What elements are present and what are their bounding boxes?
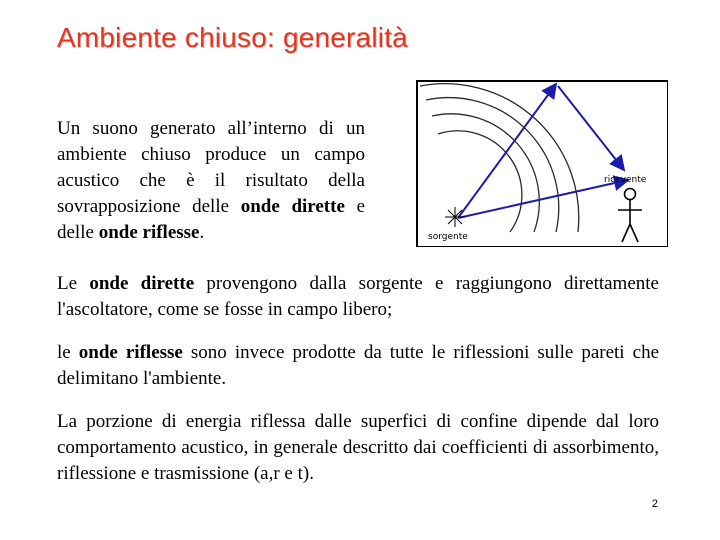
source-label: sorgente <box>428 232 468 242</box>
intro-text-3: . <box>199 222 205 243</box>
stick-figure-icon <box>618 189 642 243</box>
receiver-label: ricevente <box>604 175 647 185</box>
p1-text-1: Le <box>57 273 90 294</box>
intro-text-1: Un suono generato all’interno di un ambiente chiuso produce un campo acustico che è il risultato della sovrapposizione delle <box>57 118 365 217</box>
intro-text-2: e delle <box>57 196 365 243</box>
p3-text-1: La porzione di energia riflessa dalle superfici di confine dipende dal loro comportamento acustico, in generale descritto dai coefficienti di assorbimento, riflessione e trasmissione (a,r e t). <box>57 411 659 484</box>
acoustic-diagram-svg <box>418 82 668 247</box>
star-burst-icon <box>445 207 465 227</box>
p1-text-2: provengono dalla sorgente e raggiungono direttamente l'ascoltatore, come se fosse in campo libero; <box>57 273 659 320</box>
p2-text-1: le <box>57 342 79 363</box>
intro-bold-direct-waves: onde dirette <box>240 196 345 217</box>
intro-paragraph <box>57 116 365 246</box>
page-number: 2 <box>651 498 658 510</box>
reflected-ray-outgoing <box>558 86 624 170</box>
p2-bold-reflected-waves: onde riflesse <box>78 342 183 363</box>
p1-bold-direct-waves: onde dirette <box>89 273 195 294</box>
slide-title: Ambiente chiuso: generalità <box>57 22 408 53</box>
paragraph-direct-waves <box>57 271 659 323</box>
direct-ray <box>458 180 628 218</box>
p2-text-2: sono invece prodotte da tutte le riflessioni sulle pareti che delimitano l'ambiente. <box>57 342 659 389</box>
paragraph-reflected-energy <box>57 409 659 487</box>
paragraph-reflected-waves <box>57 340 659 392</box>
reflected-ray-incident <box>458 84 556 218</box>
intro-bold-reflected-waves: onde riflesse <box>98 222 200 243</box>
acoustic-diagram <box>416 80 668 247</box>
